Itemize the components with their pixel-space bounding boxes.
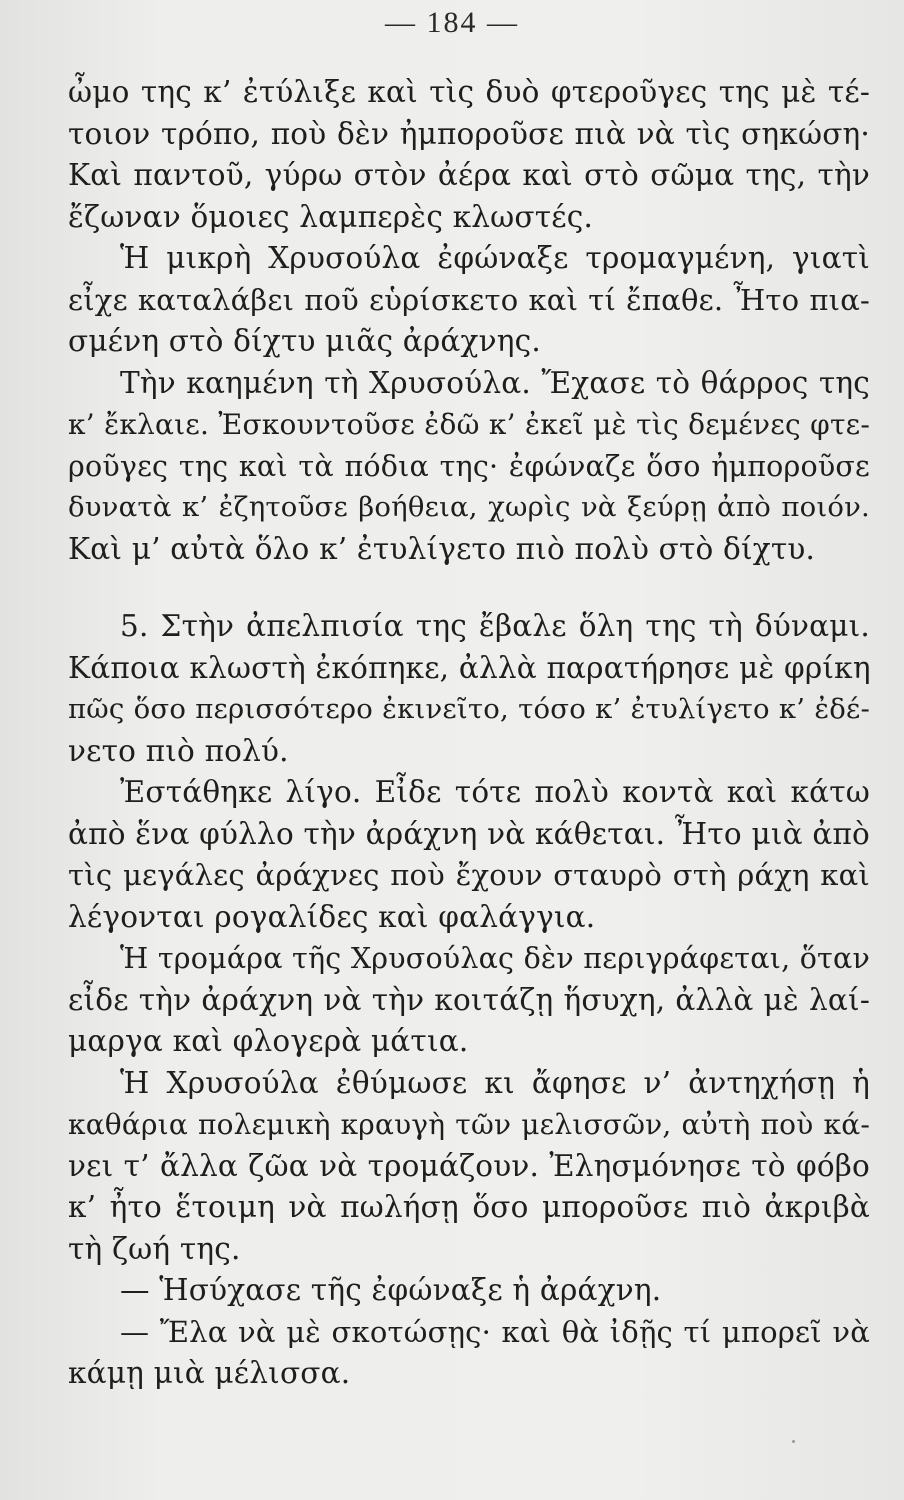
text-line: νει τ’ ἄλλα ζῶα νὰ τρομάζουν. Ἐλησμόνησε τὸ φόβο [68, 1148, 870, 1183]
text-line: πῶς ὅσο περισσότερο ἐκινεῖτο, τόσο κ’ ἐτυλίγετο κ’ ἐδέ- [68, 693, 870, 725]
text-line: κ’ ἦτο ἕτοιμη νὰ πωλήσῃ ὅσο μποροῦσε πιὸ ἀκριβὰ [68, 1190, 870, 1224]
text-line: εἶχε καταλάβει ποῦ εὑρίσκετο καὶ τί ἔπαθε. Ἦτο πια- [68, 282, 870, 317]
text-line: Ἡ Χρυσούλα ἐθύμωσε κι ἄφησε ν’ ἀντηχήσῃ ἡ [120, 1065, 870, 1100]
text-line: Καὶ μ’ αὐτὰ ὅλο κ’ ἐτυλίγετο πιὸ πολὺ στὸ δίχτυ. [68, 531, 816, 566]
text-line: ροῦγες της καὶ τὰ πόδια της· ἐφώναζε ὅσο ἠμποροῦσε [68, 449, 870, 483]
text-line: καθάρια πολεμικὴ κραυγὴ τῶν μελισσῶν, αὐτὴ ποὺ κά- [68, 1108, 870, 1141]
text-line: τὴ ζωή της. [68, 1231, 241, 1266]
text-line: μαργα καὶ φλογερὰ μάτια. [68, 1024, 469, 1058]
text-line: λέγονται ρογαλίδες καὶ φαλάγγια. [68, 899, 596, 934]
text-line: Ἡ μικρὴ Χρυσούλα ἐφώναξε τρομαγμένη, γιατὶ [120, 241, 870, 275]
text-line: κάμῃ μιὰ μέλισσα. [68, 1356, 351, 1390]
page-number: — 184 — [385, 6, 519, 39]
section-gap [68, 570, 870, 606]
text-line: ἔζωναν ὅμοιες λαμπερὲς κλωστές. [68, 199, 594, 234]
body-text [68, 72, 870, 1395]
text-line: Τὴν καημένη τὴ Χρυσούλα. Ἔχασε τὸ θάρρος της [120, 365, 870, 400]
text-line: κ’ ἔκλαιε. Ἐσκουντοῦσε ἐδῶ κ’ ἐκεῖ μὲ τὶς δεμένες φτε- [68, 408, 870, 441]
text-line: εἶδε τὴν ἀράχνη νὰ τὴν κοιτάζῃ ἥσυχη, ἀλλὰ μὲ λαί- [68, 982, 870, 1017]
section-start-line: 5. Στὴν ἀπελπισία της ἔβαλε ὅλη της τὴ δύναμι. [120, 609, 870, 643]
text-line: τὶς μεγάλες ἀράχνες ποὺ ἔχουν σταυρὸ στὴ ράχη καὶ [68, 858, 870, 892]
text-line: τοιον τρόπο, ποὺ δὲν ἠμποροῦσε πιὰ νὰ τὶς σηκώση· [68, 116, 870, 151]
text-line: σμένη στὸ δίχτυ μιᾶς ἀράχνης. [68, 324, 541, 358]
text-line: ὦμο της κ’ ἐτύλιξε καὶ τὶς δυὸ φτεροῦγες της μὲ τέ- [68, 75, 870, 109]
text-line: ἀπὸ ἕνα φύλλο τὴν ἀράχνη νὰ κάθεται. Ἦτο μιὰ ἀπὸ [68, 816, 870, 851]
dialogue-line: — Ἔλα νὰ μὲ σκοτώσῃς· καὶ θὰ ἰδῇς τί μπορεῖ νὰ [120, 1314, 870, 1349]
dialogue-line: — Ἡσύχασε τῆς ἐφώναξε ἡ ἀράχνη. [120, 1273, 662, 1307]
text-line: Κάποια κλωστὴ ἐκόπηκε, ἀλλὰ παρατήρησε μὲ φρίκη [68, 650, 871, 685]
text-line: Ἡ τρομάρα τῆς Χρυσούλας δὲν περιγράφεται, ὅταν [120, 942, 870, 975]
ink-speck [792, 1440, 795, 1443]
text-line: νετο πιὸ πολύ. [68, 733, 289, 768]
text-line: Καὶ παντοῦ, γύρω στὸν ἀέρα καὶ στὸ σῶμα της, τὴν [68, 158, 870, 192]
text-line: Ἐστάθηκε λίγο. Εἶδε τότε πολὺ κοντὰ καὶ κάτω [120, 775, 870, 809]
text-line: δυνατὰ κ’ ἐζητοῦσε βοήθεια, χωρὶς νὰ ξεύρῃ ἀπὸ ποιόν. [68, 491, 870, 523]
